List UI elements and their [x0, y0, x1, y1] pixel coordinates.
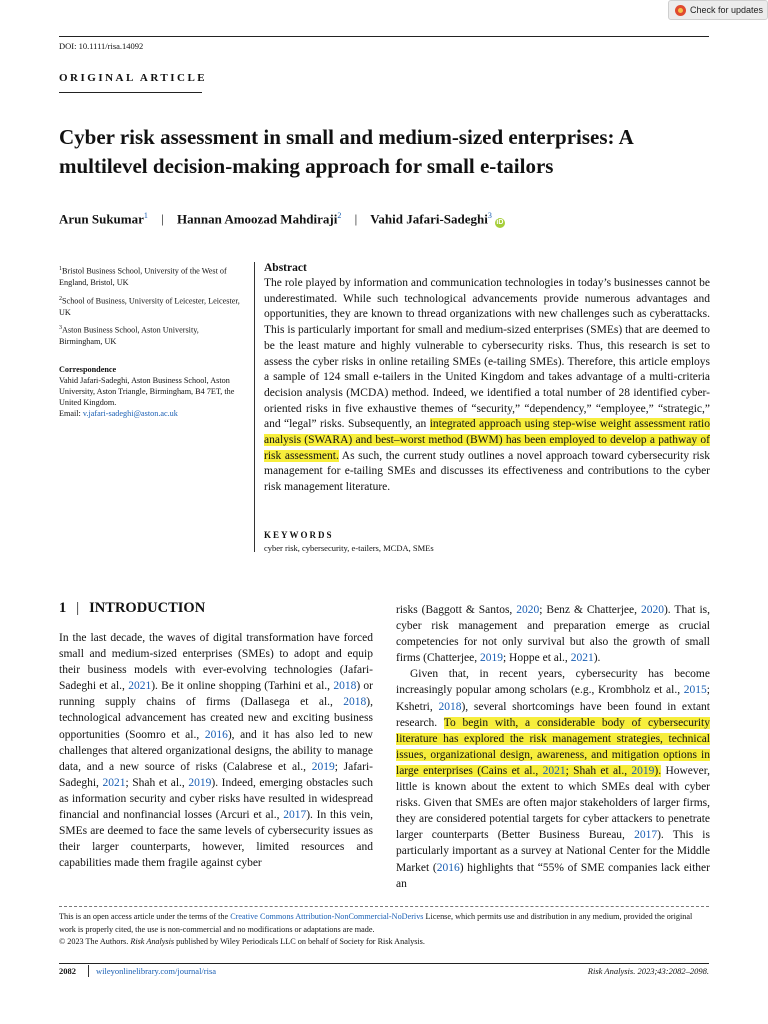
body-text: ). In this vein, SMEs are deemed to face the same levels of cybersecurity issues as their larger counterparts, however, limited resources and capabilities made them fragile against cyber — [59, 809, 373, 870]
affiliation — [59, 323, 244, 347]
body-text: ; Shah et al., — [565, 764, 632, 777]
correspondence-address: Vahid Jafari-Sadeghi, Aston Business School, Aston University, Aston Triangle, Birmingham, B4 7ET, the United Kingdom. — [59, 376, 235, 407]
crossmark-icon — [675, 5, 686, 16]
citation-link[interactable]: 2021 — [102, 776, 126, 789]
check-for-updates-label: Check for updates — [690, 5, 764, 15]
author-affiliation-mark[interactable]: 2 — [337, 211, 342, 220]
affiliation — [59, 294, 244, 318]
journal-site-link[interactable]: wileyonlinelibrary.com/journal/risa — [96, 966, 217, 976]
footer-rule — [59, 963, 709, 964]
body-text: ), several shortcomings have been found in extant research. — [396, 700, 710, 729]
body-text: To begin with, a considerable body of cybersecurity literature has explored the risk management strategies, technical issues, organizational design, awareness, and mitigation options in large enterprises (Cains et al., — [396, 716, 710, 777]
page-number: 2082 — [59, 966, 76, 976]
license-text: License, which permits use and distribution in any medium, provided the original work is properly cited, the use is non-commercial and no modifications or adaptations are made. — [59, 912, 693, 934]
doi[interactable]: DOI: 10.1111/risa.14092 — [59, 41, 144, 51]
header-rule — [59, 36, 709, 37]
body-text: ) or running supply chains of firms (Dallasega et al., — [59, 680, 373, 709]
citation-link[interactable]: 2016 — [204, 728, 228, 741]
affiliation-mark: 3 — [59, 325, 62, 331]
copyright-text: © 2023 The Authors. — [59, 937, 131, 946]
affiliation-mark: 2 — [59, 296, 62, 302]
journal-reference: Risk Analysis. 2023;43:2082–2098. — [587, 966, 709, 976]
citation-link[interactable]: 2020 — [516, 604, 540, 616]
correspondence — [59, 364, 244, 419]
abstract-highlight: integrated approach using step-wise weight assessment ratio analysis (SWARA) and best–worst method (BWM) has been employed to develop a pathway of risk assessment. — [264, 418, 710, 462]
affiliation-text: School of Business, University of Leicester, Leicester, UK — [59, 296, 240, 317]
abstract-part: The role played by information and communication technologies in today’s businesses cannot be underestimated. While such technological advancements provide numerous advantages and opportunities, they are known to thread organizations with new challenges such as cyberattacks. This is particularly important for small and medium-sized enterprises (SMEs) that are deemed to be the least mature and highly vulnerable to cybersecurity risks. Thus, this research is set to assess the cyber risks in online retailing SMEs (e-tailing SMEs). Therefore, this article employs a sample of 124 small e-tailers in the United Kingdom and takes advantage of a multi-criteria decision analysis (MCDA) method. Indeed, we identified a total number of 28 identified cyber-oriented risks in five exhaustive themes of “security,” “dependency,” “employee,” “strategic,” and “legal” risks. Subsequently, an — [264, 277, 710, 431]
author-name[interactable]: Vahid Jafari-Sadeghi — [370, 211, 488, 227]
article-type-rule — [59, 92, 202, 93]
citation-link[interactable]: 2021 — [570, 652, 594, 665]
citation-link[interactable]: 2020 — [640, 604, 664, 616]
citation-link[interactable]: 2017 — [283, 809, 307, 822]
license-footnote — [59, 911, 709, 949]
paragraph — [59, 630, 373, 871]
author-affiliation-mark[interactable]: 3 — [487, 211, 492, 220]
body-text: Given that, in recent years, cybersecurity has become increasingly popular among scholars (e.g., Krombholz et al., — [396, 668, 710, 697]
orcid-icon[interactable]: iD — [496, 219, 504, 227]
author-name[interactable]: Hannan Amoozad Mahdiraji — [177, 211, 338, 227]
citation-link[interactable]: 2021 — [542, 764, 566, 777]
citation-link[interactable]: 2019 — [479, 652, 503, 665]
body-text: ; Hoppe et al., — [502, 652, 571, 665]
body-text: ). — [593, 652, 601, 665]
keywords-text: cyber risk, cybersecurity, e-tailers, MCDA, SMEs — [264, 543, 434, 553]
citation-link[interactable]: 2016 — [436, 861, 460, 874]
paragraph — [396, 666, 710, 891]
copyright-journal: Risk Analysis — [130, 937, 175, 946]
body-text: risks (Baggott & Santos, — [396, 604, 517, 616]
footer-separator — [88, 965, 89, 977]
affiliation-mark: 1 — [59, 266, 62, 272]
citation-link[interactable]: 2017 — [634, 829, 658, 842]
citation-link[interactable]: 2018 — [438, 700, 462, 713]
license-line — [59, 911, 709, 936]
citation-link[interactable]: 2015 — [683, 684, 707, 697]
email-link[interactable]: v.jafari-sadeghi@aston.ac.uk — [82, 409, 178, 418]
license-link[interactable]: Creative Commons Attribution-NonCommercial-NoDerivs — [230, 912, 424, 921]
abstract-divider — [254, 262, 255, 552]
correspondence-email-line — [59, 408, 244, 419]
keywords-heading: KEYWORDS — [264, 530, 334, 540]
body-text: ). — [654, 764, 662, 777]
body-text: ), and it has also led to new challenges that altered organizational designs, the ability to manage data, and a new source of risks (Calabrese et al., — [59, 728, 373, 773]
body-text: However, little is known about the extent to which SMEs deal with cyber risks. Given that SMEs are often major stakeholders of larger firms, they are considered potential targets for cyber attackers to penetrate larger counterparts (Better Business Bureau, — [396, 764, 711, 842]
author-list — [59, 211, 505, 228]
article-title: Cyber risk assessment in small and medium-sized enterprises: A multilevel decision-making approach for small e-tailors — [59, 125, 633, 178]
body-text: ). That is, cyber risk management and preparation emerge as crucial competencies for not only survival but also the growth of small firms (Chatterjee, — [396, 604, 710, 665]
body-text: ). Be it online shopping (Tarhini et al., — [151, 680, 334, 693]
body-text: ), technological advancement has created new and exciting business opportunities (Soomro et al., — [59, 696, 373, 741]
abstract-heading: Abstract — [264, 262, 307, 274]
section-separator: | — [76, 600, 80, 616]
affiliation — [59, 264, 244, 288]
author-separator: | — [161, 211, 164, 227]
abstract-text — [264, 276, 710, 496]
email-label: Email: — [59, 409, 83, 418]
copyright-line — [59, 936, 709, 949]
citation-link[interactable]: 2019 — [188, 776, 212, 789]
copyright-text: published by Wiley Periodicals LLC on behalf of Society for Risk Analysis. — [174, 937, 425, 946]
body-text: ; Shah et al., — [125, 776, 189, 789]
body-text: ; Kshetri, — [396, 684, 710, 713]
author-separator: | — [354, 211, 358, 227]
section-number: 1 — [59, 600, 67, 616]
abstract-part: As such, the current study outlines a novel approach toward cybersecurity risk management for e-tailing SMEs and discusses its effectiveness and contributions to the cyber risk management literature. — [264, 449, 710, 494]
body-text: ). This is particularly important as a survey at National Center for the Middle Market ( — [396, 829, 710, 874]
body-text: ) highlights that “55% of SME companies lack either an — [396, 861, 710, 890]
body-text: ; Benz & Chatterjee, — [539, 604, 641, 616]
author-affiliation-mark[interactable]: 1 — [143, 211, 148, 220]
affiliation-text: Aston Business School, Aston University, Birmingham, UK — [59, 325, 199, 346]
affiliation-text: Bristol Business School, University of the West of England, Bristol, UK — [59, 266, 227, 287]
section-heading — [59, 600, 205, 617]
check-for-updates-button[interactable] — [668, 0, 768, 20]
body-text: ). Indeed, emerging obstacles such as information security and cyber risks have resulted in widespread financial and nonfinancial losses (Arcuri et al., — [59, 776, 374, 822]
correspondence-heading: Correspondence — [59, 365, 117, 374]
citation-link[interactable]: 2019 — [311, 760, 335, 773]
section-title: INTRODUCTION — [89, 600, 206, 616]
author-name[interactable]: Arun Sukumar — [59, 211, 144, 227]
citation-link[interactable]: 2018 — [333, 680, 357, 693]
right-column — [396, 602, 710, 892]
citation-link[interactable]: 2019 — [631, 764, 655, 777]
footnote-rule — [59, 906, 709, 907]
article-type: ORIGINAL ARTICLE — [59, 72, 208, 84]
license-text: This is an open access article under the terms of the — [59, 912, 231, 921]
citation-link[interactable]: 2018 — [343, 696, 367, 709]
body-text: ; Jafari-Sadeghi, — [59, 760, 373, 789]
body-text: In the last decade, the waves of digital transformation have forced small and medium-sized enterprises (SMEs) to adopt and equip their business models with ever-evolving technologies (Jafari-Sadeghi et al., — [59, 632, 373, 693]
paragraph — [396, 602, 710, 666]
left-column — [59, 630, 373, 871]
citation-link[interactable]: 2021 — [128, 680, 152, 693]
